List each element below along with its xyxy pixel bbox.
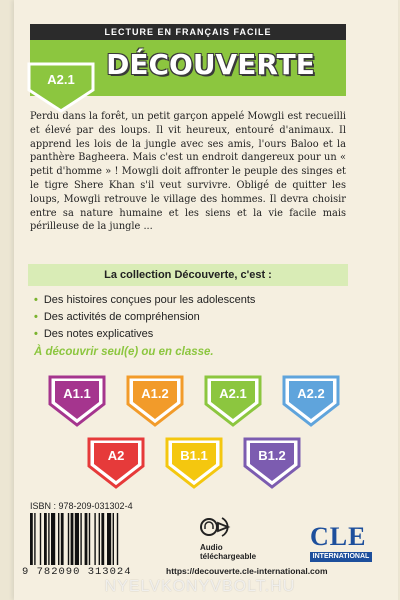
- level-badge-a1-1: [46, 372, 108, 428]
- level-badge-a2: [85, 434, 147, 490]
- barcode: [30, 513, 150, 565]
- collection-title: DÉCOUVERTE: [106, 48, 315, 81]
- collection-heading: La collection Découverte, c'est :: [28, 264, 348, 286]
- level-badge-b1-1: [163, 434, 225, 490]
- audio-download-label: Audio téléchargeable: [200, 543, 257, 561]
- level-badge-a1-2: [124, 372, 186, 428]
- tagline: À découvrir seul(e) ou en classe.: [34, 346, 214, 358]
- list-item: • Des notes explicatives: [34, 328, 154, 340]
- publisher-logo: CLE INTERNATIONAL: [310, 524, 372, 562]
- list-item: • Des histoires conçues pour les adolescents: [34, 294, 256, 306]
- barcode-digits: 9 782090 313024: [22, 566, 132, 578]
- bullet-icon: •: [34, 311, 38, 323]
- watermark: NYELVKONYVBOLT.HU: [104, 578, 296, 595]
- website-link[interactable]: https://decouverte.cle-international.com: [166, 566, 328, 576]
- level-badge-b1-2: [241, 434, 303, 490]
- level-badge-label: A1.1: [63, 386, 91, 401]
- level-badge-label: A2: [107, 448, 125, 463]
- series-label: LECTURE EN FRANÇAIS FACILE: [30, 24, 346, 40]
- level-badge-label: B1.1: [180, 448, 208, 463]
- bullet-icon: •: [34, 294, 38, 306]
- level-badge-label: A2.1: [219, 386, 247, 401]
- isbn: ISBN : 978-209-031302-4: [30, 501, 133, 511]
- story-summary: Perdu dans la forêt, un petit garçon appelé Mowgli est recueilli et élevé par des loups. Il vit heureux, entouré d'animaux. Il apprend les lois de la jungle avec ses amis, l'ours Baloo et la panthère Bagheera. Mais c'est un endroit dangereux pour un « petit d'homme » ! Mowgli doit affronter le peuple des singes et le tigre Shere Khan s'il veut survivre. Obligé de quitter les loups, Mowgli retrouve le village des hommes. Il devra choisir entre sa nature humaine et les siens et la vie facile mais périlleuse de la jungle ...: [30, 111, 346, 233]
- feature-list: [34, 292, 354, 343]
- headphones-icon: [200, 514, 240, 540]
- level-shield-icon: [26, 60, 96, 114]
- level-badge-a2-1: [202, 372, 264, 428]
- level-badge-label: A1.2: [141, 386, 169, 401]
- level-badge-a2-2: [280, 372, 342, 428]
- level-badge-label: A2.2: [297, 386, 325, 401]
- bullet-icon: •: [34, 328, 38, 340]
- list-item: • Des activités de compréhension: [34, 311, 200, 323]
- level-badge-label: A2.1: [47, 72, 75, 87]
- level-badge-label: B1.2: [258, 448, 286, 463]
- level-badge-main: [26, 60, 96, 114]
